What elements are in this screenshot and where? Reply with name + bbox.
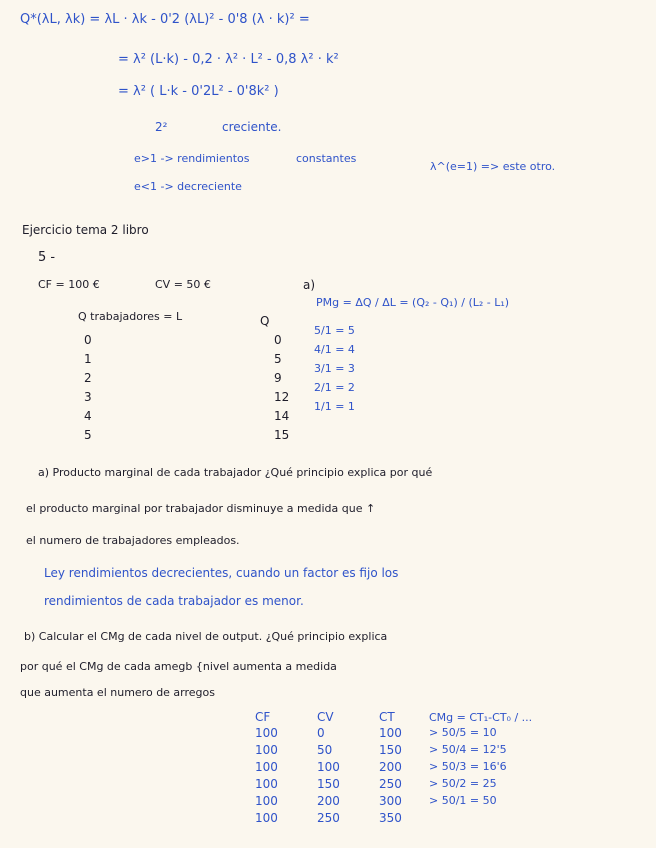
cost-cmg-cell [429, 809, 579, 826]
cost-ct-cell: 150 [379, 742, 402, 757]
workers-count-cell: 3 [84, 389, 92, 404]
workers-count-cell: 1 [84, 351, 92, 366]
workers-table-row [70, 425, 300, 444]
exercise-number: 5 - [38, 250, 56, 265]
marginal-product-value: 5/1 = 5 [314, 324, 355, 337]
part-a-label: a) [303, 278, 316, 292]
cost-cv-cell: 150 [317, 776, 340, 791]
cost-header-cf: CF [255, 710, 271, 724]
fixed-cost: CF = 100 € [38, 278, 100, 291]
question-a-line-2: el producto marginal por trabajador disminuye a medida que ↑ [26, 502, 376, 515]
exercise-heading: Ejercicio tema 2 libro [22, 223, 149, 237]
cost-table-row [255, 758, 579, 775]
cost-ct-cell: 200 [379, 759, 402, 774]
cost-cmg-cell: > 50/2 = 25 [429, 777, 497, 790]
quantity-cell: 5 [274, 351, 282, 366]
workers-table-row [70, 406, 300, 425]
cost-cv-cell: 50 [317, 742, 333, 757]
note-line-1-left: e>1 -> rendimientos [134, 152, 250, 165]
equation-line-1: Q*(λL, λk) = λL · λk - 0'2 (λL)² - 0'8 (λ · k)² = [20, 12, 310, 27]
question-b-line-3: que aumenta el numero de arregos [20, 686, 215, 699]
cost-cv-cell: 200 [317, 793, 340, 808]
workers-table [70, 330, 300, 444]
cost-cf-cell: 100 [255, 725, 278, 740]
equation-line-3: = λ² ( L·k - 0'2L² - 0'8k² ) [118, 84, 279, 99]
note-line-2: e<1 -> decreciente [134, 180, 242, 193]
answer-a-line-1: Ley rendimientos decrecientes, cuando un factor es fijo los [44, 566, 399, 580]
marginal-product-value: 1/1 = 1 [314, 400, 355, 413]
marginal-product-value: 4/1 = 4 [314, 343, 355, 356]
cost-ct-cell: 300 [379, 793, 402, 808]
workers-table-row [70, 349, 300, 368]
workers-count-cell: 4 [84, 408, 92, 423]
equation-line-4-left: 2² [155, 120, 168, 134]
cost-cf-cell: 100 [255, 776, 278, 791]
question-a-line-3: el numero de trabajadores empleados. [26, 534, 240, 547]
note-line-1-right: λ^(e=1) => este otro. [430, 160, 556, 173]
question-b-line-2: por qué el CMg de cada amegb {nivel aumenta a medida [20, 660, 337, 673]
marginal-product-values [314, 324, 355, 419]
workers-table-row [70, 330, 300, 349]
cost-header-cmg: CMg = CT₁-CT₀ / ... [429, 710, 533, 724]
workers-count-cell: 2 [84, 370, 92, 385]
workers-table-row [70, 368, 300, 387]
quantity-column-header: Q [260, 314, 270, 328]
cost-cmg-cell: > 50/1 = 50 [429, 794, 497, 807]
workers-table-row [70, 387, 300, 406]
cost-cmg-cell: > 50/5 = 10 [429, 726, 497, 739]
cost-cf-cell: 100 [255, 793, 278, 808]
workers-column-header: Q trabajadores = L [78, 310, 183, 323]
quantity-cell: 9 [274, 370, 282, 385]
marginal-product-value: 2/1 = 2 [314, 381, 355, 394]
cost-table-row [255, 724, 579, 741]
quantity-cell: 15 [274, 427, 290, 442]
cost-ct-cell: 100 [379, 725, 402, 740]
cost-cf-cell: 100 [255, 759, 278, 774]
variable-cost: CV = 50 € [155, 278, 211, 291]
question-b-line-1: b) Calcular el CMg de cada nivel de output. ¿Qué principio explica [24, 630, 388, 643]
cost-table-row [255, 775, 579, 792]
cost-cf-cell: 100 [255, 810, 278, 825]
cost-ct-cell: 350 [379, 810, 402, 825]
cost-table-row [255, 741, 579, 758]
cost-header-cv: CV [317, 710, 334, 724]
question-a-line-1: a) Producto marginal de cada trabajador ¿Qué principio explica por qué [38, 466, 433, 479]
quantity-cell: 12 [274, 389, 290, 404]
cost-cv-cell: 250 [317, 810, 340, 825]
cost-header-ct: CT [379, 710, 395, 724]
quantity-cell: 0 [274, 332, 282, 347]
cost-cv-cell: 0 [317, 725, 325, 740]
cost-cf-cell: 100 [255, 742, 278, 757]
cost-cmg-cell: > 50/3 = 16'6 [429, 760, 507, 773]
note-line-1-mid: constantes [296, 152, 357, 165]
cost-ct-cell: 250 [379, 776, 402, 791]
marginal-product-formula: PMg = ΔQ / ΔL = (Q₂ - Q₁) / (L₂ - L₁) [316, 296, 510, 309]
equation-line-4-right: creciente. [222, 120, 282, 134]
answer-a-line-2: rendimientos de cada trabajador es menor. [44, 594, 304, 608]
workers-count-cell: 5 [84, 427, 92, 442]
quantity-cell: 14 [274, 408, 290, 423]
cost-table-row [255, 792, 579, 809]
marginal-product-value: 3/1 = 3 [314, 362, 355, 375]
cost-table [255, 710, 579, 826]
equation-line-2: = λ² (L·k) - 0,2 · λ² · L² - 0,8 λ² · k² [118, 52, 339, 67]
cost-cv-cell: 100 [317, 759, 340, 774]
cost-cmg-cell: > 50/4 = 12'5 [429, 743, 507, 756]
workers-count-cell: 0 [84, 332, 92, 347]
cost-table-row [255, 809, 579, 826]
